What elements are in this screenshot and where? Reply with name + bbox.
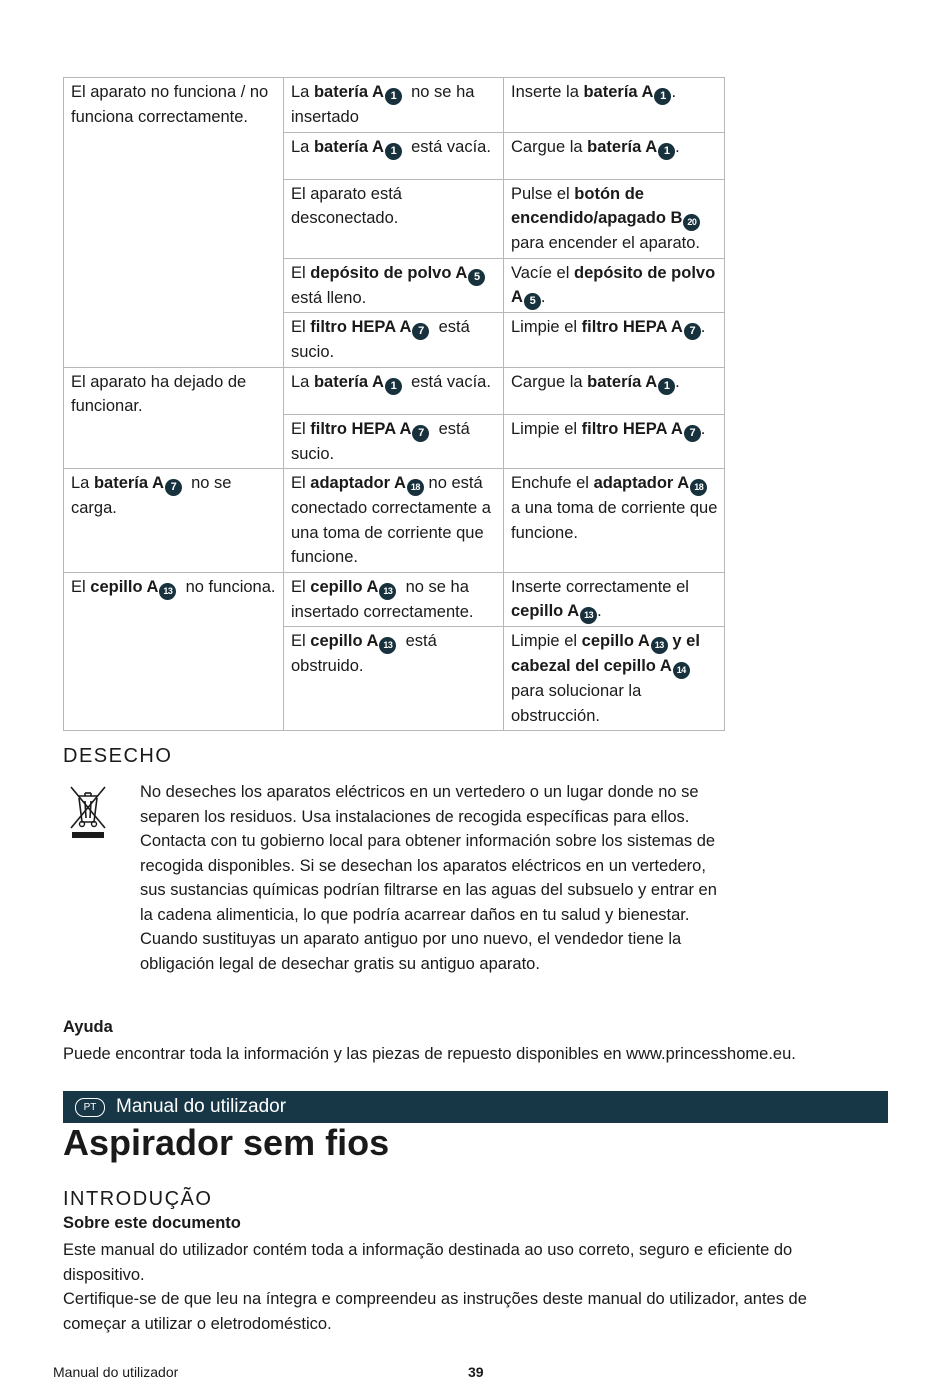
troubleshooting-table — [63, 77, 725, 731]
cause-cell: El aparato está desconectado. — [284, 179, 504, 258]
table-row — [64, 572, 725, 627]
part-number-badge: 18 — [407, 479, 424, 496]
language-badge: PT — [75, 1098, 105, 1117]
intro-paragraph: Este manual do utilizador contém toda a informação destinada ao uso correto, seguro e eficiente do dispositivo. — [63, 1241, 793, 1284]
part-number-badge: 7 — [165, 479, 182, 496]
language-section-bar — [63, 1091, 888, 1123]
solution-cell: Pulse el botón de encendido/apagado B 20 para encender el aparato. — [504, 179, 725, 258]
cause-cell: El filtro HEPA A 7 está sucio. — [284, 414, 504, 469]
part-number-badge: 18 — [690, 479, 707, 496]
solution-cell: Cargue la batería A 1 . — [504, 132, 725, 179]
crossed-out-wheelie-bin-icon — [68, 784, 108, 842]
solution-cell: Enchufe el adaptador A 18 a una toma de corriente que funcione. — [504, 469, 725, 573]
part-number-badge: 1 — [658, 143, 675, 160]
cause-cell: El depósito de polvo A 5 está lleno. — [284, 258, 504, 313]
solution-cell: Inserte la batería A 1 . — [504, 78, 725, 133]
help-text: Puede encontrar toda la información y las piezas de repuesto disponibles en www.princesshome.eu. — [63, 1045, 796, 1063]
section-title-desecho: DESECHO — [63, 745, 173, 767]
cause-cell: El cepillo A 13 está obstruido. — [284, 627, 504, 731]
part-number-badge: 13 — [651, 637, 668, 654]
part-number-badge: 7 — [684, 323, 701, 340]
part-number-badge: 1 — [385, 88, 402, 105]
problem-cell: El aparato ha dejado de funcionar. — [64, 367, 284, 469]
cause-cell: El cepillo A 13 no se ha insertado correctamente. — [284, 572, 504, 627]
intro-paragraph: Certifique-se de que leu na íntegra e compreendeu as instruções deste manual do utilizador, antes de começar a utilizar o eletrodoméstico. — [63, 1290, 807, 1333]
footer-label: Manual do utilizador — [53, 1364, 179, 1380]
cause-cell: El filtro HEPA A 7 está sucio. — [284, 313, 504, 368]
part-number-badge: 1 — [385, 378, 402, 395]
part-number-badge: 13 — [580, 607, 597, 624]
table-row — [64, 367, 725, 414]
cause-cell: La batería A 1 no se ha insertado — [284, 78, 504, 133]
part-number-badge: 7 — [684, 425, 701, 442]
solution-cell: Limpie el filtro HEPA A 7 . — [504, 414, 725, 469]
part-number-badge: 20 — [683, 214, 700, 231]
desecho-paragraph: No deseches los aparatos eléctricos en un vertedero o un lugar donde no se separen los residuos. Usa instalaciones de recogida específicas para ellos. Contacta con tu gobierno local para obtener información sobre los sistemas de recogida disponibles. Si se desechan los aparatos eléctricos en un vertedero, sus sustancias químicas podrían filtrarse en las aguas del subsuelo y entrar en la cadena alimenticia, lo que podría acarrear daños en tu salud y bienestar. Cuando sustituyas un aparato antiguo por uno nuevo, el vendedor tiene la obligación legal de desechar gratis su antiguo aparato. — [140, 783, 717, 973]
part-number-badge: 5 — [468, 269, 485, 286]
subsection-title: Sobre este documento — [63, 1214, 241, 1232]
section-title-introducao: INTRODUÇÃO — [63, 1188, 213, 1210]
part-number-badge: 1 — [385, 143, 402, 160]
part-number-badge: 7 — [412, 323, 429, 340]
part-number-badge: 13 — [379, 583, 396, 600]
cause-cell: La batería A 1 está vacía. — [284, 367, 504, 414]
solution-cell: Limpie el filtro HEPA A 7 . — [504, 313, 725, 368]
problem-cell: El aparato no funciona / no funciona correctamente. — [64, 78, 284, 368]
table-row — [64, 78, 725, 133]
cause-cell: La batería A 1 está vacía. — [284, 132, 504, 179]
cause-cell: El adaptador A 18 no está conectado correctamente a una toma de corriente que funcione. — [284, 469, 504, 573]
language-section-label: Manual do utilizador — [116, 1096, 287, 1117]
solution-cell: Limpie el cepillo A 13 y el cabezal del cepillo A 14 para solucionar la obstrucción. — [504, 627, 725, 731]
part-number-badge: 5 — [524, 293, 541, 310]
part-number-badge: 1 — [654, 88, 671, 105]
help-title: Ayuda — [63, 1018, 113, 1036]
part-number-badge: 14 — [673, 662, 690, 679]
intro-body — [63, 1238, 863, 1336]
problem-cell: La batería A 7 no se carga. — [64, 469, 284, 573]
solution-cell: Vacíe el depósito de polvo A 5 . — [504, 258, 725, 313]
problem-cell: El cepillo A 13 no funciona. — [64, 572, 284, 731]
table-row — [64, 469, 725, 573]
part-number-badge: 13 — [159, 583, 176, 600]
solution-cell: Inserte correctamente el cepillo A 13 . — [504, 572, 725, 627]
page-title: Aspirador sem fios — [63, 1122, 390, 1163]
part-number-badge: 13 — [379, 637, 396, 654]
solution-cell: Cargue la batería A 1 . — [504, 367, 725, 414]
part-number-badge: 1 — [658, 378, 675, 395]
part-number-badge: 7 — [412, 425, 429, 442]
page-number: 39 — [468, 1364, 484, 1380]
